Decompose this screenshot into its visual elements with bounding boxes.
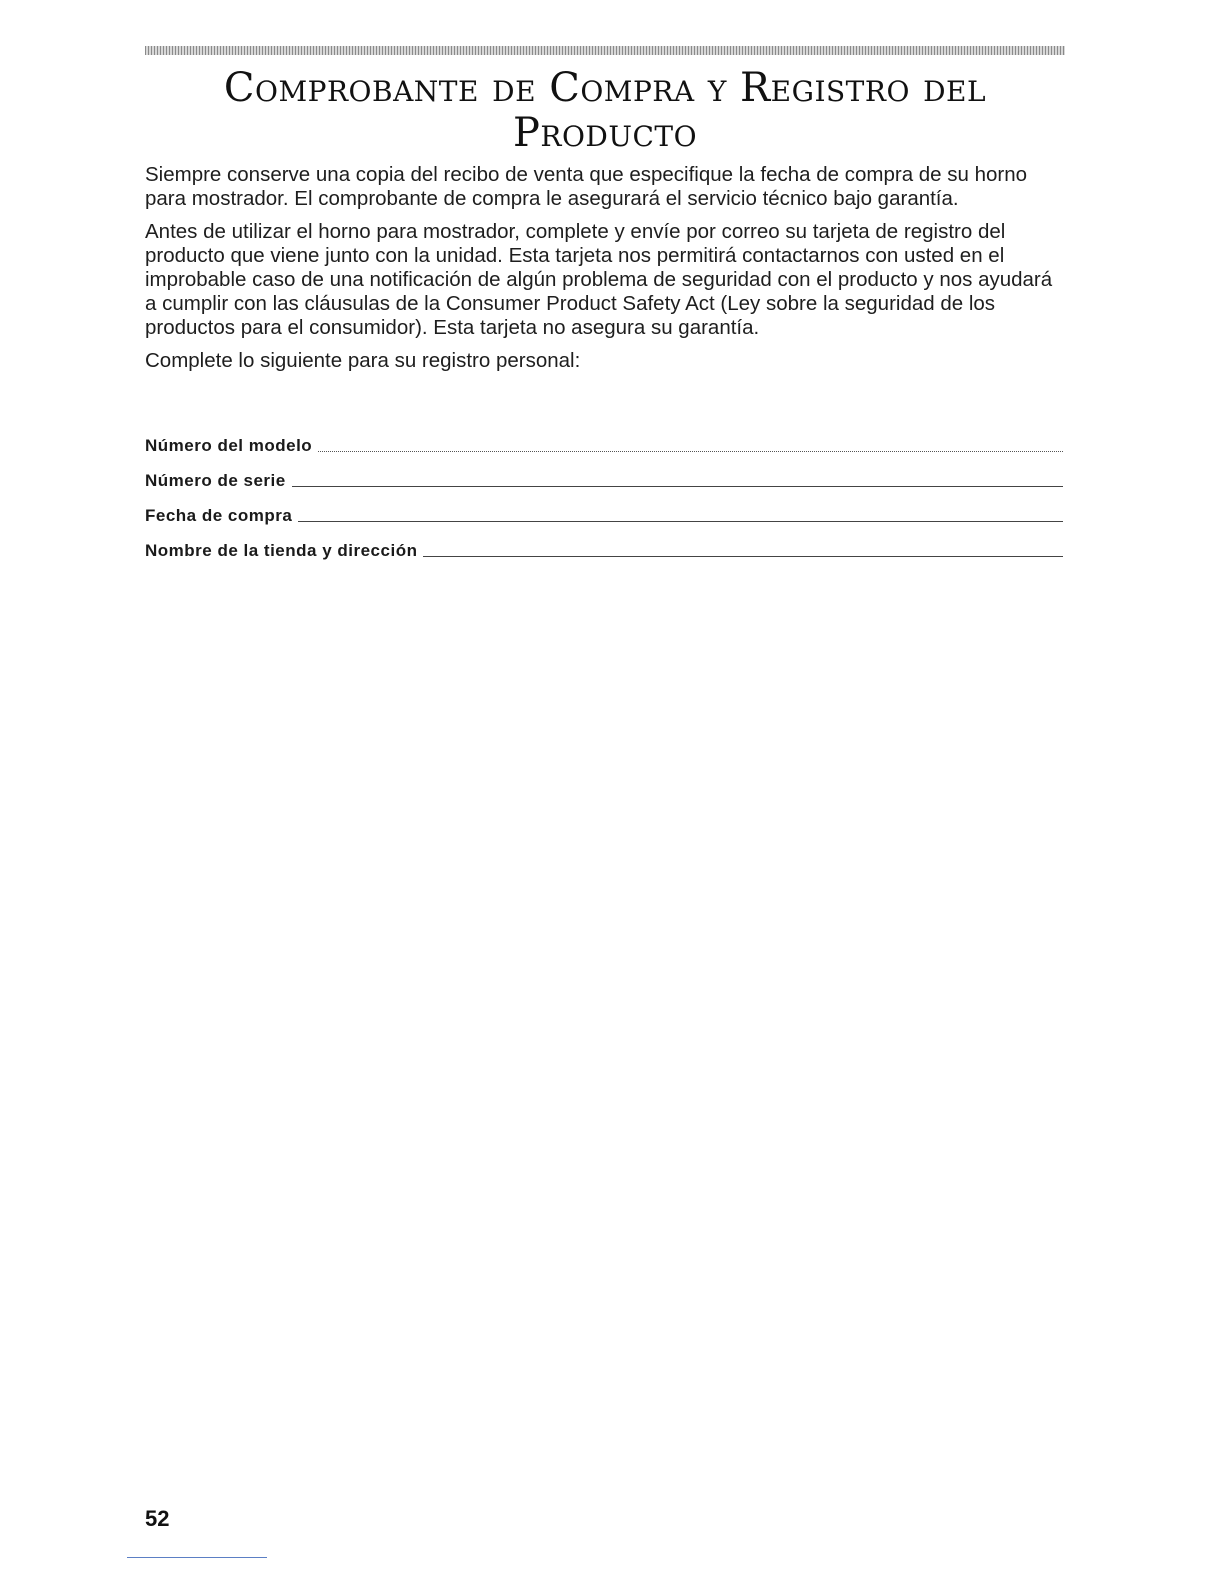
- top-rule-divider: [145, 46, 1065, 55]
- registration-form: [145, 422, 1063, 562]
- model-number-blank-line[interactable]: [318, 451, 1063, 452]
- paragraph-receipt: Siempre conserve una copia del recibo de venta que especifique la fecha de compra de su horno para mostrador. El comprobante de compra le asegurará el servicio técnico bajo garantía.: [145, 163, 1028, 210]
- store-address-blank-line[interactable]: [423, 556, 1063, 557]
- paragraph-registration: Antes de utilizar el horno para mostrador, complete y envíe por correo su tarjeta de registro del producto que viene junto con la unidad. Esta tarjeta nos permitirá contactarnos con usted en el improbable caso de una notificación de algún problema de seguridad con el producto y nos ayudará a cumplir con las cláusulas de la Consumer Product Safety Act (Ley sobre la seguridad de los productos para el consumidor). Esta tarjeta no asegura su garantía.: [145, 220, 1053, 339]
- field-model-number: [145, 422, 1063, 457]
- field-label: Número del modelo: [145, 436, 313, 455]
- field-serial-number: [145, 457, 1063, 492]
- document-page: [145, 0, 1065, 1584]
- bottom-edge-mark: [127, 1557, 267, 1558]
- field-label: Fecha de compra: [145, 506, 293, 525]
- field-label: Nombre de la tienda y dirección: [145, 541, 418, 560]
- serial-number-blank-line[interactable]: [292, 486, 1063, 487]
- field-purchase-date: [145, 492, 1063, 527]
- field-store-address: [145, 527, 1063, 562]
- body-text: [145, 163, 1065, 382]
- paragraph-instructions: Complete lo siguiente para su registro personal:: [145, 349, 581, 372]
- page-number: 52: [145, 1506, 170, 1531]
- page-title: Comprobante de Compra y Registro del Producto: [223, 65, 987, 156]
- purchase-date-blank-line[interactable]: [298, 521, 1063, 522]
- field-label: Número de serie: [145, 471, 286, 490]
